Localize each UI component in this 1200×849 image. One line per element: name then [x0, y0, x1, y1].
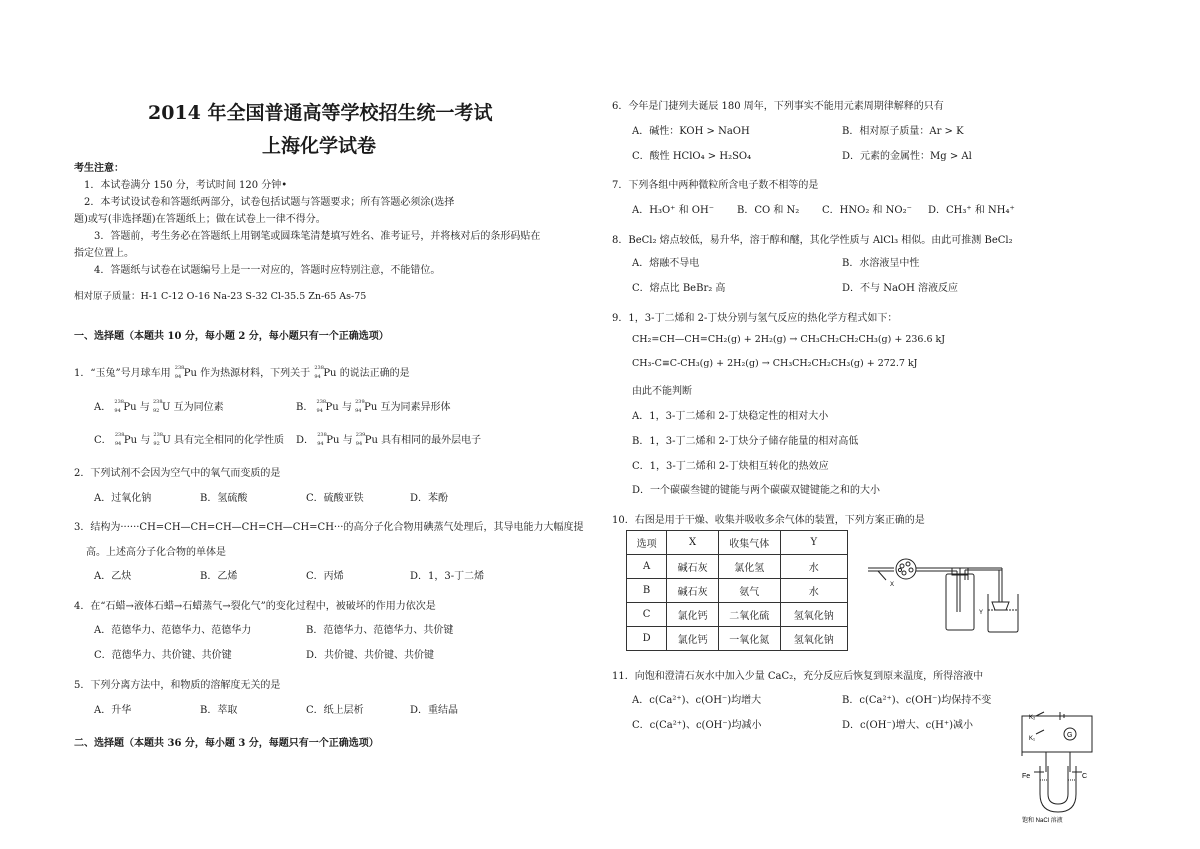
notice-heading: 考生注意：: [74, 163, 124, 174]
q1-option-a[interactable]: A． 238 94 Pu 与 238 92 U 互为同位素: [94, 399, 224, 414]
table-cell: 氯化氢: [719, 555, 781, 579]
fig-label-c: C: [1082, 773, 1088, 780]
table-header-cell: X: [667, 531, 719, 555]
q3-option-c[interactable]: C．丙烯: [306, 571, 344, 582]
q3-option-a[interactable]: A．乙炔: [94, 571, 132, 582]
q2-stem: 2．下列试剂不会因为空气中的氧气而变质的是: [74, 468, 281, 479]
q11-option-a[interactable]: A．c(Ca²⁺)、c(OH⁻)均增大: [632, 695, 762, 706]
fig-label-y: Y: [979, 610, 984, 616]
q11-stem: 11．向饱和澄清石灰水中加入少量 CaC₂，充分反应后恢复到原来温度，所得溶液中: [612, 671, 984, 682]
q8-option-d[interactable]: D．不与 NaOH 溶液反应: [842, 283, 959, 294]
q8-stem: 8．BeCl₂ 熔点较低，易升华，溶于醇和醚，其化学性质与 AlCl₃ 相似。由此可推测 BeCl₂: [612, 235, 1013, 246]
q8-option-a[interactable]: A．熔融不导电: [632, 258, 700, 269]
table-cell: 一氧化氮: [719, 627, 781, 651]
table-cell: 氢氧化钠: [780, 603, 847, 627]
q2-option-a[interactable]: A．过氧化钠: [94, 493, 152, 504]
q4-stem: 4．在“石蜡→液体石蜡→石蜡蒸气→裂化气”的变化过程中，被破坏的作用力依次是: [74, 601, 436, 612]
q9-option-a[interactable]: A．1，3-丁二烯和 2-丁炔稳定性的相对大小: [632, 411, 829, 422]
q7-option-b[interactable]: B．CO 和 N₂: [737, 205, 800, 216]
q9-stem: 9．1，3-丁二烯和 2-丁炔分别与氢气反应的热化学方程式如下：: [612, 313, 898, 324]
table-cell: 碱石灰: [667, 579, 719, 603]
nuclide-pu-238: 238 94 Pu: [174, 365, 197, 380]
q6-stem: 6．今年是门捷列夫诞辰 180 周年，下列事实不能用元素周期律解释的只有: [612, 101, 944, 112]
gas-apparatus-figure: [862, 550, 1032, 640]
q1-option-b[interactable]: B． 238 94 Pu 与 239 94 Pu 互为同素异形体: [296, 399, 451, 414]
q1-option-c[interactable]: C． 238 94 Pu 与 238 92 U 具有完全相同的化学性质: [94, 432, 285, 447]
q4-option-c[interactable]: C．范德华力、共价键、共价键: [94, 650, 232, 661]
q5-option-b[interactable]: B．萃取: [200, 705, 238, 716]
section2-heading: 二、选择题（本题共 36 分，每小题 3 分，每题只有一个正确选项）: [74, 738, 379, 749]
q6-option-c[interactable]: C．酸性 HClO₄ > H₂SO₄: [632, 151, 752, 162]
table-cell: A: [627, 555, 667, 579]
q5-option-c[interactable]: C．纸上层析: [306, 705, 364, 716]
q9-option-c[interactable]: C．1，3-丁二烯和 2-丁炔相互转化的热效应: [632, 461, 829, 472]
q6-option-b[interactable]: B．相对原子质量：Ar > K: [842, 126, 964, 137]
q4-option-a[interactable]: A．范德华力、范德华力、范德华力: [94, 625, 252, 636]
fig-label-fe: Fe: [1022, 773, 1031, 780]
table-header-cell: 收集气体: [719, 531, 781, 555]
notice-item-4: 4．答题纸与试卷在试题编号上是一一对应的，答题时应特别注意，不能错位。: [94, 265, 441, 276]
q2-option-b[interactable]: B．氢硫酸: [200, 493, 248, 504]
q7-stem: 7．下列各组中两种微粒所含电子数不相等的是: [612, 180, 819, 191]
fig-label-k2: K₂: [1029, 715, 1036, 721]
q1-stem: 1．“玉兔”号月球车用 238 94 Pu 作为热源材料，下列关于 238 94 Pu 的说法正确的是: [74, 365, 410, 380]
q7-option-a[interactable]: A．H₃O⁺ 和 OH⁻: [632, 205, 714, 216]
q10-stem: 10．右图是用于干燥、收集并吸收多余气体的装置，下列方案正确的是: [612, 515, 925, 526]
notice-item-2: 2．本考试设试卷和答题纸两部分，试卷包括试题与答题要求；所有答题必须涂(选择: [84, 197, 455, 208]
table-row[interactable]: [627, 627, 848, 651]
q11-option-d[interactable]: D．c(OH⁻)增大、c(H⁺)减小: [842, 720, 974, 731]
q3-option-b[interactable]: B．乙烯: [200, 571, 238, 582]
table-row[interactable]: [627, 579, 848, 603]
atomic-masses: 相对原子质量：H-1 C-12 O-16 Na-23 S-32 Cl-35.5 Zn-65 As-75: [74, 291, 367, 302]
table-cell: B: [627, 579, 667, 603]
exam-title-line2: 上海化学试卷: [262, 135, 377, 157]
q8-option-c[interactable]: C．熔点比 BeBr₂ 高: [632, 283, 726, 294]
section1-heading: 一、选择题（本题共 10 分，每小题 2 分，每小题只有一个正确选项）: [74, 331, 389, 342]
table-row[interactable]: [627, 555, 848, 579]
fig-caption: 饱和 NaCl 溶液: [1022, 818, 1063, 824]
q5-option-d[interactable]: D．重结晶: [410, 705, 459, 716]
notice-item-3-cont: 指定位置上。: [74, 248, 134, 259]
q3-option-d[interactable]: D．1，3-丁二烯: [410, 571, 485, 582]
q11-option-c[interactable]: C．c(Ca²⁺)、c(OH⁻)均减小: [632, 720, 762, 731]
table-cell: D: [627, 627, 667, 651]
q1-option-d[interactable]: D． 238 94 Pu 与 239 94 Pu 具有相同的最外层电子: [296, 432, 482, 447]
table-header-row: [627, 531, 848, 555]
q3-stem-cont: 高。上述高分子化合物的单体是: [86, 547, 226, 558]
table-cell: 氯化钙: [667, 603, 719, 627]
table-cell: 氢氧化钠: [780, 627, 847, 651]
table-cell: C: [627, 603, 667, 627]
table-header-cell: 选项: [627, 531, 667, 555]
table-cell: 水: [780, 579, 847, 603]
q11-option-b[interactable]: B．c(Ca²⁺)、c(OH⁻)均保持不变: [842, 695, 992, 706]
notice-item-3: 3．答题前，考生务必在答题纸上用钢笔或圆珠笔清楚填写姓名、准考证号，并将核对后的条形码贴在: [94, 231, 541, 242]
q5-option-a[interactable]: A．升华: [94, 705, 132, 716]
table-cell: 碱石灰: [667, 555, 719, 579]
q7-option-c[interactable]: C．HNO₂ 和 NO₂⁻: [822, 205, 912, 216]
table-cell: 氨气: [719, 579, 781, 603]
notice-item-2-cont: 题)或写(非选择题)在答题纸上；做在试卷上一律不得分。: [74, 214, 326, 225]
q3-stem: 3．结构为······CH=CH—CH=CH—CH=CH—CH=CH···的高分子化合物用碘蒸气处理后，其导电能力大幅度提: [74, 522, 584, 533]
fig-label-k1: K₁: [1029, 736, 1036, 742]
q7-option-d[interactable]: D．CH₃⁺ 和 NH₄⁺: [928, 205, 1015, 216]
q4-option-b[interactable]: B．范德华力、范德华力、共价键: [306, 625, 454, 636]
q8-option-b[interactable]: B．水溶液呈中性: [842, 258, 920, 269]
q2-option-d[interactable]: D．苯酚: [410, 493, 449, 504]
q9-option-b[interactable]: B．1，3-丁二烯和 2-丁炔分子储存能量的相对高低: [632, 436, 859, 447]
nuclide-pu-238: 238 94 Pu: [314, 365, 337, 380]
q5-stem: 5．下列分离方法中，和物质的溶解度无关的是: [74, 680, 281, 691]
fig-label-x: X: [890, 582, 895, 588]
notice-item-1: 1．本试卷满分 150 分，考试时间 120 分钟•: [84, 180, 288, 191]
q9-option-d[interactable]: D．一个碳碳叁键的键能与两个碳碳双键键能之和的大小: [632, 485, 881, 496]
q4-option-d[interactable]: D．共价键、共价键、共价键: [306, 650, 435, 661]
table-cell: 氯化钙: [667, 627, 719, 651]
q9-equation-1: CH₂=CH—CH=CH₂(g) + 2H₂(g) → CH₃CH₂CH₂CH₃(g) + 236.6 kJ: [632, 334, 946, 345]
q6-option-a[interactable]: A．碱性：KOH > NaOH: [632, 126, 750, 137]
electrolysis-circuit-figure: [1010, 708, 1100, 824]
q6-option-d[interactable]: D．元素的金属性：Mg > Al: [842, 151, 972, 162]
table-row[interactable]: [627, 603, 848, 627]
q9-note: 由此不能判断: [632, 386, 692, 397]
q9-equation-2: CH₃-C≡C-CH₃(g) + 2H₂(g) → CH₃CH₂CH₂CH₃(g) + 272.7 kJ: [632, 358, 918, 369]
q10-options-table: [626, 530, 848, 651]
q2-option-c[interactable]: C．硫酸亚铁: [306, 493, 364, 504]
table-cell: 水: [780, 555, 847, 579]
exam-title-line1: 2014 年全国普通高等学校招生统一考试: [148, 102, 493, 124]
fig-label-g: G: [1067, 732, 1073, 739]
table-header-cell: Y: [780, 531, 847, 555]
table-cell: 二氧化硫: [719, 603, 781, 627]
